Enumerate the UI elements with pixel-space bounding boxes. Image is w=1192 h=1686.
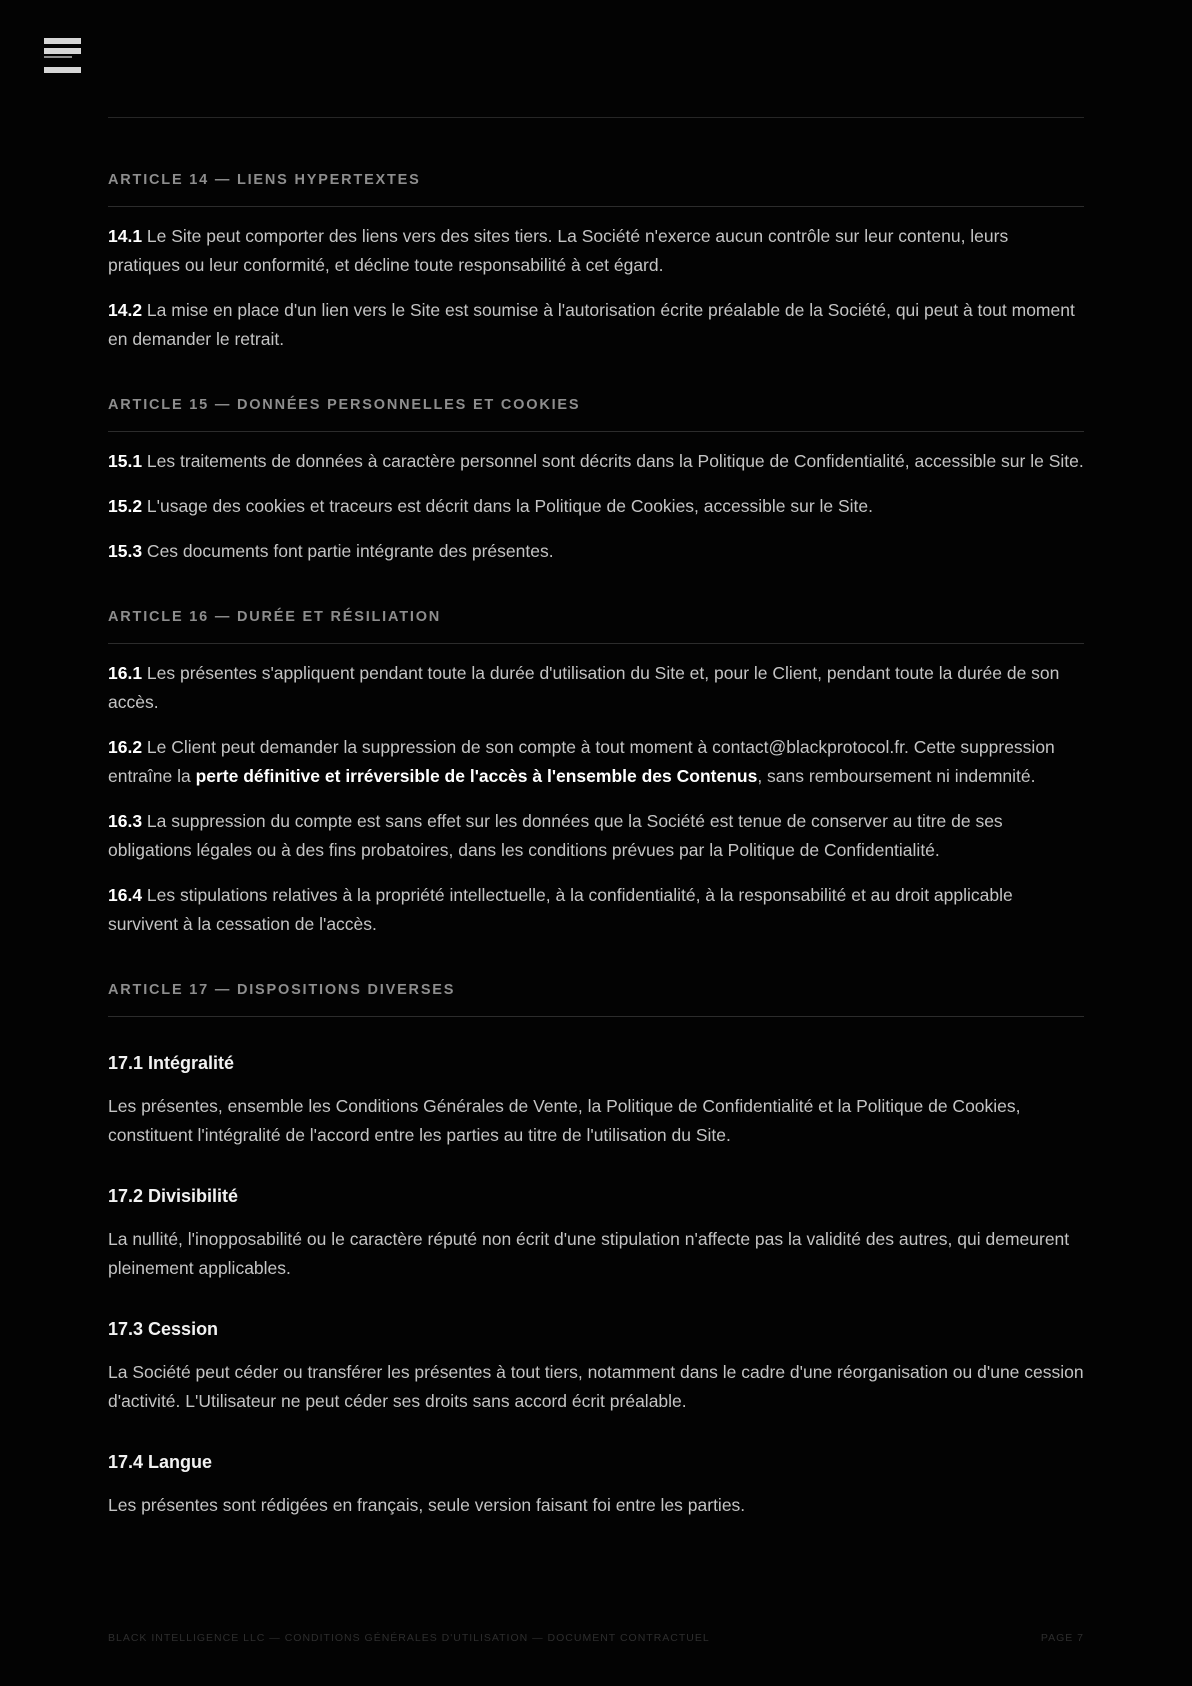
clause: [108, 733, 1084, 791]
clause-text: Ces documents font partie intégrante des présentes.: [142, 541, 554, 561]
article-14: [108, 118, 1084, 354]
subsection: [108, 1452, 1084, 1520]
clause-text: L'usage des cookies et traceurs est décrit dans la Politique de Cookies, accessible sur le Site.: [142, 496, 874, 516]
clause-number: 16.3: [108, 811, 143, 831]
clause-text: Le Client peut demander la suppression de son compte à tout moment à contact@blackprotocol.fr. Cette suppression entraîne la: [108, 737, 1055, 786]
clause-emphasis: perte définitive et irréversible de l'accès à l'ensemble des Contenus: [195, 766, 758, 786]
clause-text: La mise en place d'un lien vers le Site est soumise à l'autorisation écrite préalable de la Société, qui peut à tout moment en demander le retrait.: [108, 300, 1075, 349]
clause-number: 16.1: [108, 663, 143, 683]
clause: [108, 537, 1084, 566]
subsection-title: 17.3 Cession: [108, 1319, 219, 1339]
subsection-title: 17.2 Divisibilité: [108, 1186, 239, 1206]
clause: [108, 492, 1084, 521]
subsection-text: La Société peut céder ou transférer les présentes à tout tiers, notamment dans le cadre d'une réorganisation ou d'une cession d'activité. L'Utilisateur ne peut céder ses droits sans accord écrit préalable.: [108, 1362, 1084, 1411]
scroll-fade: [108, 1570, 1084, 1596]
clause-text: Le Site peut comporter des liens vers des sites tiers. La Société n'exerce aucun contrôle sur leur contenu, leurs pratiques ou leur conformité, et décline toute responsabilité à cet égard.: [108, 226, 1009, 275]
menu-bar: [44, 67, 81, 73]
clause-number: 16.2: [108, 737, 143, 757]
article-heading: ARTICLE 15 — DONNÉES PERSONNELLES ET COOKIES: [108, 397, 1084, 432]
clause: [108, 659, 1084, 717]
footer-page-number: PAGE 7: [1040, 1632, 1084, 1644]
subsection-title: 17.4 Langue: [108, 1452, 213, 1472]
subsection: [108, 1186, 1084, 1283]
article-heading: ARTICLE 16 — DURÉE ET RÉSILIATION: [108, 609, 1084, 644]
document-content[interactable]: [108, 117, 1084, 1596]
footer-document-label: BLACK INTELLIGENCE LLC — CONDITIONS GÉNÉRALES D'UTILISATION — DOCUMENT CONTRACTUEL: [108, 1632, 710, 1644]
clause: [108, 881, 1084, 939]
subsection-text: Les présentes, ensemble les Conditions Générales de Vente, la Politique de Confidentialité et la Politique de Cookies, constituent l'intégralité de l'accord entre les parties au titre de l'utilisation du Site.: [108, 1096, 1021, 1145]
subsection: [108, 1053, 1084, 1150]
clause-number: 14.1: [108, 226, 143, 246]
subsection-title: 17.1 Intégralité: [108, 1053, 235, 1073]
menu-bar: [44, 56, 72, 58]
clause-number: 14.2: [108, 300, 143, 320]
menu-bar: [44, 38, 81, 44]
subsection: [108, 1319, 1084, 1416]
clause-number: 15.1: [108, 451, 143, 471]
article-16: [108, 566, 1084, 939]
clause-text: Les traitements de données à caractère personnel sont décrits dans la Politique de Confidentialité, accessible sur le Site.: [142, 451, 1084, 471]
clause: [108, 447, 1084, 476]
article-17: [108, 939, 1084, 1520]
clause-number: 15.3: [108, 541, 143, 561]
subsection-text: La nullité, l'inopposabilité ou le caractère réputé non écrit d'une stipulation n'affecte pas la validité des autres, qui demeurent pleinement applicables.: [108, 1229, 1070, 1278]
article-15: [108, 354, 1084, 566]
subsection-text: Les présentes sont rédigées en français, seule version faisant foi entre les parties.: [108, 1495, 746, 1515]
clause-number: 15.2: [108, 496, 143, 516]
clause-text: , sans remboursement ni indemnité.: [757, 766, 1036, 786]
clause: [108, 222, 1084, 280]
clause-text: Les stipulations relatives à la propriété intellectuelle, à la confidentialité, à la responsabilité et au droit applicable survivent à la cessation de l'accès.: [108, 885, 1013, 934]
article-heading: ARTICLE 14 — LIENS HYPERTEXTES: [108, 172, 1084, 207]
article-heading: ARTICLE 17 — DISPOSITIONS DIVERSES: [108, 982, 1084, 1017]
clause-text: Les présentes s'appliquent pendant toute la durée d'utilisation du Site et, pour le Client, pendant toute la durée de son accès.: [108, 663, 1060, 712]
clause-number: 16.4: [108, 885, 143, 905]
menu-bar: [44, 48, 81, 54]
clause-text: La suppression du compte est sans effet sur les données que la Société est tenue de conserver au titre de ses obligations légales ou à des fins probatoires, dans les conditions prévues par la Politique de Confidentialité.: [108, 811, 1003, 860]
hamburger-menu-icon[interactable]: [44, 38, 82, 76]
clause: [108, 296, 1084, 354]
clause: [108, 807, 1084, 865]
